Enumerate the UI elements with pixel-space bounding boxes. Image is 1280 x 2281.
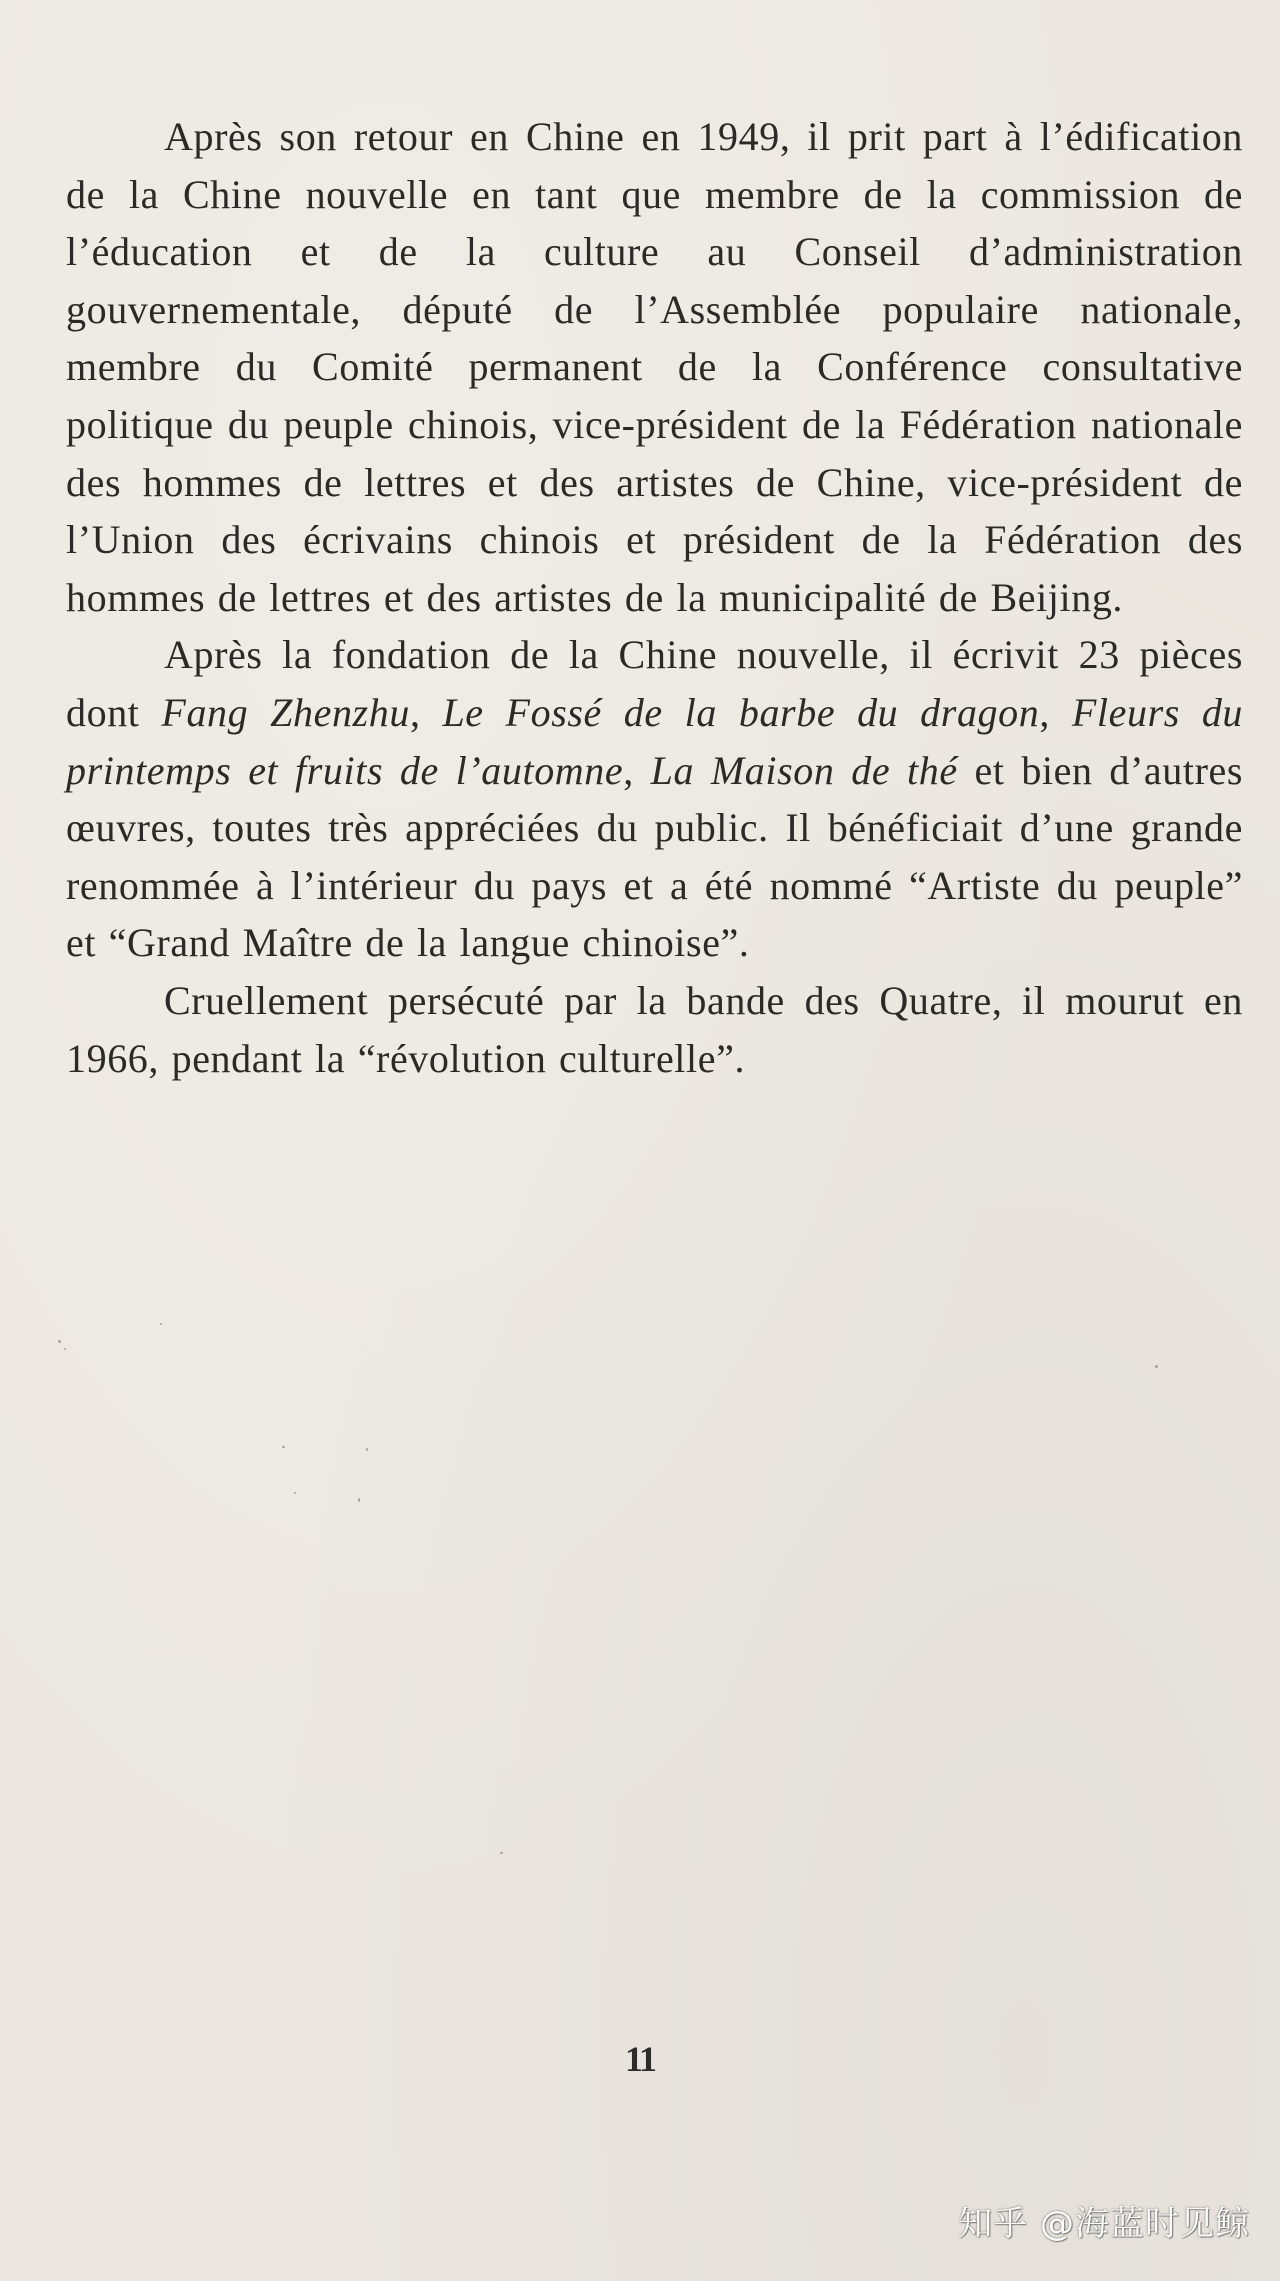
scan-speck xyxy=(282,1446,285,1448)
text-segment: Cruellement persécuté par la bande des Quatre, il mourut en 1966, pendant la “révolution culturelle”. xyxy=(66,977,1243,1081)
scan-speck xyxy=(58,1340,61,1343)
body-text xyxy=(66,108,1243,1087)
watermark-text: 知乎 @海蓝时见鲸 xyxy=(958,2204,1250,2244)
scan-speck xyxy=(366,1448,368,1451)
scan-speck xyxy=(358,1498,360,1502)
scan-speck xyxy=(160,1323,162,1325)
scan-speck xyxy=(64,1348,66,1350)
text-segment: et bien d’autres œuvres, toutes très appréciées du public. Il bénéficiait d’une grande renommée à l’intérieur du pays et a été nommé “Artiste du peuple” et “Grand Maître de la langue chinoise”. xyxy=(66,747,1244,966)
text-segment: , xyxy=(623,747,651,793)
work-title: Fleurs du printemps et fruits de l’automne xyxy=(66,689,1244,793)
paragraph-biography xyxy=(66,108,1243,626)
scan-speck xyxy=(500,1852,503,1854)
work-title: La Maison de thé xyxy=(650,747,958,793)
paragraph-works xyxy=(66,626,1243,972)
text-segment: , xyxy=(409,689,443,735)
paragraph-death xyxy=(66,972,1243,1087)
work-title: Le Fossé de la barbe du dragon xyxy=(442,689,1040,735)
scan-speck xyxy=(1155,1365,1158,1368)
text-segment: Après la fondation de la Chine nouvelle, il écrivit 23 pièces dont xyxy=(66,632,1243,735)
page-number: 11 xyxy=(624,2039,655,2079)
text-segment: , xyxy=(1039,689,1072,735)
work-title: Fang Zhenzhu xyxy=(161,689,410,735)
text-segment: Après son retour en Chine en 1949, il prit part à l’édification de la Chine nouvelle en tant que membre de la commission de l’éducation et de la culture au Conseil d’administration gouvernementale, député de l’Assemblée populaire nationale, membre du Comité permanent de la Conférence consultative politique du peuple chinois, vice-président de la Fédération nationale des hommes de lettres et des artistes de Chine, vice-président de l’Union des écrivains chinois et président de la Fédération des hommes de lettres et des artistes de la municipalité de Beijing. xyxy=(66,114,1243,620)
scan-speck xyxy=(294,1492,296,1494)
